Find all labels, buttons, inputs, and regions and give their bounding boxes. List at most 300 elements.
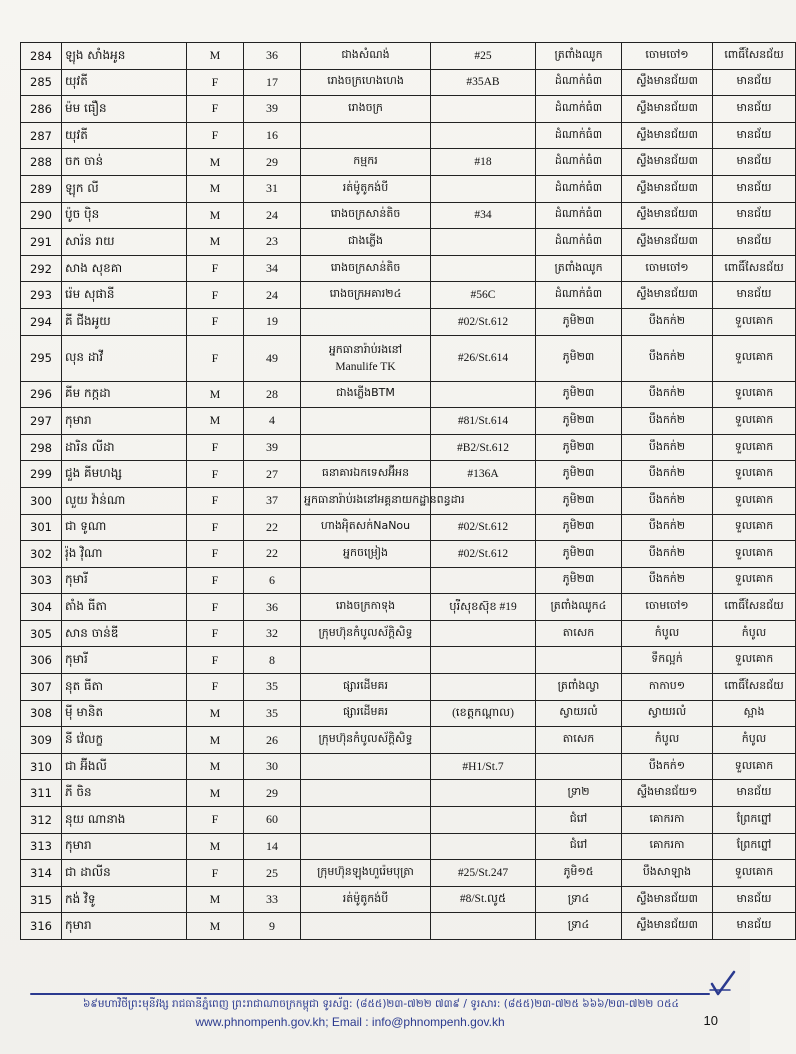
house-address-cell	[431, 96, 536, 123]
village-cell: ត្រពាំងឈូក	[536, 43, 622, 70]
village-cell: តាសេក	[536, 727, 622, 754]
sex-cell: F	[187, 122, 244, 149]
district-cell: ទួលគោក	[713, 860, 796, 887]
village-cell: ភូមិ២៣	[536, 308, 622, 335]
person-name: ម៉ម ធឿន	[62, 96, 187, 123]
house-address-cell	[431, 727, 536, 754]
person-name: នុយ ណានាង	[62, 807, 187, 834]
sex-cell: F	[187, 282, 244, 309]
row-number: 307	[21, 674, 62, 701]
age-cell: 25	[244, 860, 301, 887]
sex-cell: F	[187, 594, 244, 621]
person-name: ជា ដាលីន	[62, 860, 187, 887]
person-name: យុវតី	[62, 69, 187, 96]
occupation-cell	[301, 753, 431, 780]
age-cell: 17	[244, 69, 301, 96]
person-name: រ៉ុង វ៉ិណា	[62, 541, 187, 568]
house-address-cell: #02/St.612	[431, 514, 536, 541]
table-row	[21, 408, 796, 435]
occupation-cell: រោងចក្រអគារ២៤	[301, 282, 431, 309]
commune-cell: បឹងកក់២	[622, 381, 713, 408]
sex-cell: F	[187, 620, 244, 647]
person-name: នី វ៉េលក្ខ	[62, 727, 187, 754]
person-name: ជា ទូណា	[62, 514, 187, 541]
district-cell: ព្រែកព្នៅ	[713, 807, 796, 834]
table-row	[21, 175, 796, 202]
age-cell: 24	[244, 202, 301, 229]
village-cell: ភូមិ១៥	[536, 860, 622, 887]
table-row	[21, 308, 796, 335]
person-name: សាង សុខគា	[62, 255, 187, 282]
house-address-cell	[431, 913, 536, 940]
house-address-cell	[431, 674, 536, 701]
sex-cell: F	[187, 674, 244, 701]
village-cell: ដំណាក់ធំ៣	[536, 282, 622, 309]
commune-cell: ស្ទឹងមានជ័យ៣	[622, 913, 713, 940]
age-cell: 39	[244, 96, 301, 123]
district-cell: ទួលគោក	[713, 541, 796, 568]
sex-cell: M	[187, 202, 244, 229]
village-cell: ដំណាក់ធំ៣	[536, 149, 622, 176]
table-row	[21, 753, 796, 780]
commune-cell: បឹងកក់២	[622, 514, 713, 541]
person-name: សារ៉ន រាយ	[62, 229, 187, 256]
district-cell: មានជ័យ	[713, 282, 796, 309]
district-cell: ពោធិ៍សែនជ័យ	[713, 255, 796, 282]
person-name: តាំង ធីតា	[62, 594, 187, 621]
occupation-cell: ជាងភ្លើងBTM	[301, 381, 431, 408]
occupation-cell	[301, 807, 431, 834]
person-name: ម៉ី មានិត	[62, 700, 187, 727]
commune-cell: បឹងកក់២	[622, 408, 713, 435]
commune-cell: បឹងកក់២	[622, 308, 713, 335]
sex-cell: M	[187, 913, 244, 940]
house-address-cell	[431, 567, 536, 594]
age-cell: 30	[244, 753, 301, 780]
commune-cell: ចោមចៅ១	[622, 594, 713, 621]
occupation-cell: រោងចក្រ	[301, 96, 431, 123]
district-cell: ទួលគោក	[713, 514, 796, 541]
table-row	[21, 620, 796, 647]
age-cell: 9	[244, 913, 301, 940]
person-name: ឡុក លី	[62, 175, 187, 202]
person-name: កុមារា	[62, 408, 187, 435]
occupation-cell	[301, 308, 431, 335]
age-cell: 35	[244, 674, 301, 701]
house-address-cell	[431, 780, 536, 807]
age-cell: 32	[244, 620, 301, 647]
commune-cell: កាកាប១	[622, 674, 713, 701]
table-row	[21, 335, 796, 381]
village-cell: ដំណាក់ធំ៣	[536, 69, 622, 96]
village-cell: ដំណាក់ធំ៣	[536, 229, 622, 256]
district-cell: មានជ័យ	[713, 913, 796, 940]
table-row	[21, 282, 796, 309]
row-number: 308	[21, 700, 62, 727]
district-cell: កំបូល	[713, 727, 796, 754]
row-number: 316	[21, 913, 62, 940]
row-number: 303	[21, 567, 62, 594]
sex-cell: M	[187, 753, 244, 780]
commune-cell: ទឹកល្អក់	[622, 647, 713, 674]
commune-cell: ស្ទឹងមានជ័យ៣	[622, 122, 713, 149]
age-cell: 23	[244, 229, 301, 256]
district-cell: ទួលគោក	[713, 381, 796, 408]
age-cell: 37	[244, 487, 301, 514]
occupation-line: អ្នកធានារ៉ាប់រងនៅ	[328, 343, 403, 357]
row-number: 300	[21, 487, 62, 514]
commune-cell: បឹងកក់២	[622, 487, 713, 514]
house-address-cell	[431, 229, 536, 256]
house-address-cell: #B2/St.612	[431, 434, 536, 461]
village-cell	[536, 753, 622, 780]
table-row	[21, 149, 796, 176]
row-number: 314	[21, 860, 62, 887]
person-name: ប៉ូច ប៉ិន	[62, 202, 187, 229]
occupation-cell: ផ្សារដើមគរ	[301, 700, 431, 727]
person-name: លួយ វ៉ាន់ណា	[62, 487, 187, 514]
person-name: ជួង គីមហង្ស	[62, 461, 187, 488]
person-name: កុមារី	[62, 567, 187, 594]
commune-cell: បឹងកក់២	[622, 541, 713, 568]
table-row	[21, 886, 796, 913]
row-number: 291	[21, 229, 62, 256]
age-cell: 31	[244, 175, 301, 202]
person-name: កង់ វិទូ	[62, 886, 187, 913]
occupation-cell: ធនាគារឯកទេសអ៊ីអន	[301, 461, 431, 488]
village-cell: ជំរៅ	[536, 807, 622, 834]
house-address-cell: #02/St.612	[431, 541, 536, 568]
occupation-cell: អ្នកធានារ៉ាប់រងនៅអគ្គនាយកដ្ឋានពន្ធដារ	[301, 487, 431, 514]
commune-cell: ស្ទឹងមានជ័យ១	[622, 780, 713, 807]
house-address-cell: #18	[431, 149, 536, 176]
occupation-cell: រត់ម៉ូតូកង់បី	[301, 175, 431, 202]
sex-cell: F	[187, 69, 244, 96]
sex-cell: F	[187, 308, 244, 335]
house-address-cell	[431, 175, 536, 202]
row-number: 305	[21, 620, 62, 647]
person-name: ចក ចាន់	[62, 149, 187, 176]
village-cell: ភូមិ២៣	[536, 335, 622, 381]
commune-cell: ចោមចៅ១	[622, 255, 713, 282]
commune-cell: ចោមចៅ១	[622, 43, 713, 70]
row-number: 306	[21, 647, 62, 674]
commune-cell: ស្ទឹងមានជ័យ៣	[622, 149, 713, 176]
row-number: 297	[21, 408, 62, 435]
commune-cell: បឹងកក់២	[622, 567, 713, 594]
table-row	[21, 96, 796, 123]
village-cell: ត្រពាំងឈូក	[536, 255, 622, 282]
village-cell: ភូមិ២៣	[536, 381, 622, 408]
row-number: 292	[21, 255, 62, 282]
sex-cell: F	[187, 647, 244, 674]
table-row	[21, 381, 796, 408]
commune-cell: ស្ទឹងមានជ័យ៣	[622, 202, 713, 229]
person-name: កុមារា	[62, 833, 187, 860]
table-row	[21, 514, 796, 541]
row-number: 293	[21, 282, 62, 309]
table-row	[21, 647, 796, 674]
sex-cell: M	[187, 175, 244, 202]
village-cell: ដំណាក់ធំ៣	[536, 122, 622, 149]
row-number: 298	[21, 434, 62, 461]
village-cell: តាសេក	[536, 620, 622, 647]
sex-cell: F	[187, 434, 244, 461]
village-cell: ទ្រា៤	[536, 913, 622, 940]
table-row	[21, 434, 796, 461]
occupation-cell	[301, 780, 431, 807]
sex-cell: M	[187, 381, 244, 408]
house-address-cell	[431, 122, 536, 149]
house-address-cell: បុរីសុខស៊ុខ #19	[431, 594, 536, 621]
village-cell: ទ្រា២	[536, 780, 622, 807]
district-cell: ព្រែកព្នៅ	[713, 833, 796, 860]
sex-cell: F	[187, 860, 244, 887]
person-name: កុមារា	[62, 913, 187, 940]
sex-cell: F	[187, 96, 244, 123]
occupation-cell: រោងចក្រហេងហេង	[301, 69, 431, 96]
row-number: 310	[21, 753, 62, 780]
sex-cell: M	[187, 229, 244, 256]
footer-address: ៦៩មហាវិថីព្រះមុនីវង្ស រាជធានីភ្នំពេញ ព្រះរាជាណាចក្រកម្ពុជា ទូរស័ព្ទ: (៨៥៥)២៣-៧២២ ៧៣៩ / ទូរសារ: (៨៥៥)២៣-៧២៥ ៦៦៦/២៣-៧២២ ០៥៤	[83, 998, 679, 1010]
district-cell: ពោធិ៍សែនជ័យ	[713, 674, 796, 701]
roster-body	[21, 43, 796, 940]
district-cell: មានជ័យ	[713, 202, 796, 229]
age-cell: 26	[244, 727, 301, 754]
sex-cell: F	[187, 541, 244, 568]
occupation-cell	[301, 335, 431, 381]
age-cell: 22	[244, 514, 301, 541]
commune-cell: បឹងកក់១	[622, 753, 713, 780]
row-number: 302	[21, 541, 62, 568]
age-cell: 34	[244, 255, 301, 282]
age-cell: 4	[244, 408, 301, 435]
row-number: 309	[21, 727, 62, 754]
sex-cell: M	[187, 149, 244, 176]
commune-cell: កំបូល	[622, 727, 713, 754]
person-name: គីម កក្កដា	[62, 381, 187, 408]
occupation-cell: កម្មករ	[301, 149, 431, 176]
age-cell: 24	[244, 282, 301, 309]
village-cell: ភូមិ២៣	[536, 408, 622, 435]
person-name: ភី ចិន	[62, 780, 187, 807]
table-row	[21, 541, 796, 568]
village-cell: ដំណាក់ធំ៣	[536, 202, 622, 229]
district-cell: ស្អាង	[713, 700, 796, 727]
village-cell: ដំណាក់ធំ៣	[536, 175, 622, 202]
table-row	[21, 727, 796, 754]
sex-cell: M	[187, 408, 244, 435]
table-row	[21, 122, 796, 149]
house-address-cell: #56C	[431, 282, 536, 309]
person-name: នុត ធីតា	[62, 674, 187, 701]
row-number: 295	[21, 335, 62, 381]
commune-cell: កំបូល	[622, 620, 713, 647]
house-address-cell	[431, 807, 536, 834]
table-row	[21, 461, 796, 488]
person-name: សាន ចាន់ឌី	[62, 620, 187, 647]
commune-cell: ស្វាយរលំ	[622, 700, 713, 727]
occupation-cell	[301, 122, 431, 149]
table-row	[21, 229, 796, 256]
village-cell: ភូមិ២៣	[536, 487, 622, 514]
occupation-cell	[301, 913, 431, 940]
sex-cell: F	[187, 461, 244, 488]
house-address-cell: #136A	[431, 461, 536, 488]
district-cell: មានជ័យ	[713, 122, 796, 149]
district-cell: ពោធិ៍សែនជ័យ	[713, 594, 796, 621]
house-address-cell: #02/St.612	[431, 308, 536, 335]
village-cell	[536, 647, 622, 674]
village-cell: ភូមិ២៣	[536, 461, 622, 488]
occupation-cell: ជាងភ្លើង	[301, 229, 431, 256]
commune-cell: ស្ទឹងមានជ័យ៣	[622, 229, 713, 256]
row-number: 285	[21, 69, 62, 96]
district-cell: មានជ័យ	[713, 96, 796, 123]
house-address-cell: (ខេត្តកណ្ដាល)	[431, 700, 536, 727]
occupation-line-extra: Manulife TK	[335, 361, 396, 374]
table-row	[21, 567, 796, 594]
occupation-cell	[301, 833, 431, 860]
occupation-cell: ជាងសំណង់	[301, 43, 431, 70]
district-cell: មានជ័យ	[713, 886, 796, 913]
village-cell: ភូមិ២៣	[536, 434, 622, 461]
village-cell: ដំណាក់ធំ៣	[536, 96, 622, 123]
sex-cell: M	[187, 43, 244, 70]
age-cell: 60	[244, 807, 301, 834]
occupation-cell	[301, 434, 431, 461]
house-address-cell: #8/St.លូ៥	[431, 886, 536, 913]
village-cell: ត្រពាំងឈូក៤	[536, 594, 622, 621]
occupation-cell	[301, 408, 431, 435]
commune-cell: ស្ទឹងមានជ័យ៣	[622, 69, 713, 96]
age-cell: 14	[244, 833, 301, 860]
table-row	[21, 43, 796, 70]
occupation-cell	[301, 647, 431, 674]
commune-cell: ស្ទឹងមានជ័យ៣	[622, 96, 713, 123]
corner-mark-icon	[708, 970, 738, 996]
district-cell: ទួលគោក	[713, 647, 796, 674]
commune-cell: បឹងសាឡាង	[622, 860, 713, 887]
age-cell: 49	[244, 335, 301, 381]
table-row	[21, 780, 796, 807]
sex-cell: F	[187, 487, 244, 514]
row-number: 313	[21, 833, 62, 860]
occupation-cell: ក្រុមហ៊ុនឡុងហួរ៉េមបុត្រា	[301, 860, 431, 887]
person-name: រ៉េម សុផានី	[62, 282, 187, 309]
occupation-cell: រត់ម៉ូតូកង់បី	[301, 886, 431, 913]
district-cell: មានជ័យ	[713, 175, 796, 202]
table-row	[21, 860, 796, 887]
commune-cell: គោករកា	[622, 833, 713, 860]
commune-cell: ស្ទឹងមានជ័យ៣	[622, 886, 713, 913]
sex-cell: F	[187, 567, 244, 594]
age-cell: 29	[244, 780, 301, 807]
commune-cell: បឹងកក់២	[622, 434, 713, 461]
village-cell: ភូមិ២៣	[536, 514, 622, 541]
district-cell: មានជ័យ	[713, 229, 796, 256]
person-name: កុមារី	[62, 647, 187, 674]
sex-cell: F	[187, 807, 244, 834]
house-address-cell: #25	[431, 43, 536, 70]
age-cell: 8	[244, 647, 301, 674]
commune-cell: ស្ទឹងមានជ័យ៣	[622, 175, 713, 202]
sex-cell: M	[187, 700, 244, 727]
age-cell: 33	[244, 886, 301, 913]
table-row	[21, 674, 796, 701]
village-cell: ភូមិ២៣	[536, 567, 622, 594]
age-cell: 29	[244, 149, 301, 176]
age-cell: 16	[244, 122, 301, 149]
village-cell: ជំរៅ	[536, 833, 622, 860]
house-address-cell	[431, 381, 536, 408]
commune-cell: គោករកា	[622, 807, 713, 834]
row-number: 304	[21, 594, 62, 621]
house-address-cell: #26/St.614	[431, 335, 536, 381]
row-number: 288	[21, 149, 62, 176]
age-cell: 6	[244, 567, 301, 594]
row-number: 311	[21, 780, 62, 807]
age-cell: 28	[244, 381, 301, 408]
row-number: 299	[21, 461, 62, 488]
district-cell: ទួលគោក	[713, 487, 796, 514]
sex-cell: M	[187, 833, 244, 860]
row-number: 284	[21, 43, 62, 70]
person-name: ដារិន លីដា	[62, 434, 187, 461]
occupation-cell: ក្រុមហ៊ុនកំបូលស័ក្ដិសិទ្ធ	[301, 727, 431, 754]
occupation-cell: ផ្សារដើមគរ	[301, 674, 431, 701]
row-number: 296	[21, 381, 62, 408]
house-address-cell	[431, 647, 536, 674]
village-cell: ភូមិ២៣	[536, 541, 622, 568]
district-cell: ទួលគោក	[713, 308, 796, 335]
district-cell: ទួលគោក	[713, 461, 796, 488]
row-number: 289	[21, 175, 62, 202]
table-row	[21, 69, 796, 96]
district-cell: ពោធិ៍សែនជ័យ	[713, 43, 796, 70]
house-address-cell	[431, 620, 536, 647]
case-roster-table	[20, 42, 796, 940]
occupation-cell	[301, 567, 431, 594]
house-address-cell	[431, 255, 536, 282]
table-row	[21, 807, 796, 834]
person-name: លុន ដាវី	[62, 335, 187, 381]
district-cell: ទួលគោក	[713, 434, 796, 461]
row-number: 290	[21, 202, 62, 229]
house-address-cell: #35AB	[431, 69, 536, 96]
house-address-cell: #34	[431, 202, 536, 229]
district-cell: ទួលគោក	[713, 753, 796, 780]
occupation-cell: ហាងអុិតសក់NaNou	[301, 514, 431, 541]
village-cell: ត្រពាំងល្វា	[536, 674, 622, 701]
district-cell: ទួលគោក	[713, 335, 796, 381]
occupation-cell: រោងចក្រកាទុង	[301, 594, 431, 621]
district-cell: កំបូល	[713, 620, 796, 647]
district-cell: មានជ័យ	[713, 780, 796, 807]
district-cell: មានជ័យ	[713, 149, 796, 176]
sex-cell: M	[187, 727, 244, 754]
occupation-cell: អ្នកចម្រៀង	[301, 541, 431, 568]
house-address-cell: #H1/St.7	[431, 753, 536, 780]
table-row	[21, 202, 796, 229]
age-cell: 27	[244, 461, 301, 488]
district-cell: ទួលគោក	[713, 408, 796, 435]
district-cell: មានជ័យ	[713, 69, 796, 96]
sex-cell: F	[187, 255, 244, 282]
sex-cell: F	[187, 335, 244, 381]
occupation-cell: រោងចក្រសាន់តិច	[301, 255, 431, 282]
row-number: 301	[21, 514, 62, 541]
